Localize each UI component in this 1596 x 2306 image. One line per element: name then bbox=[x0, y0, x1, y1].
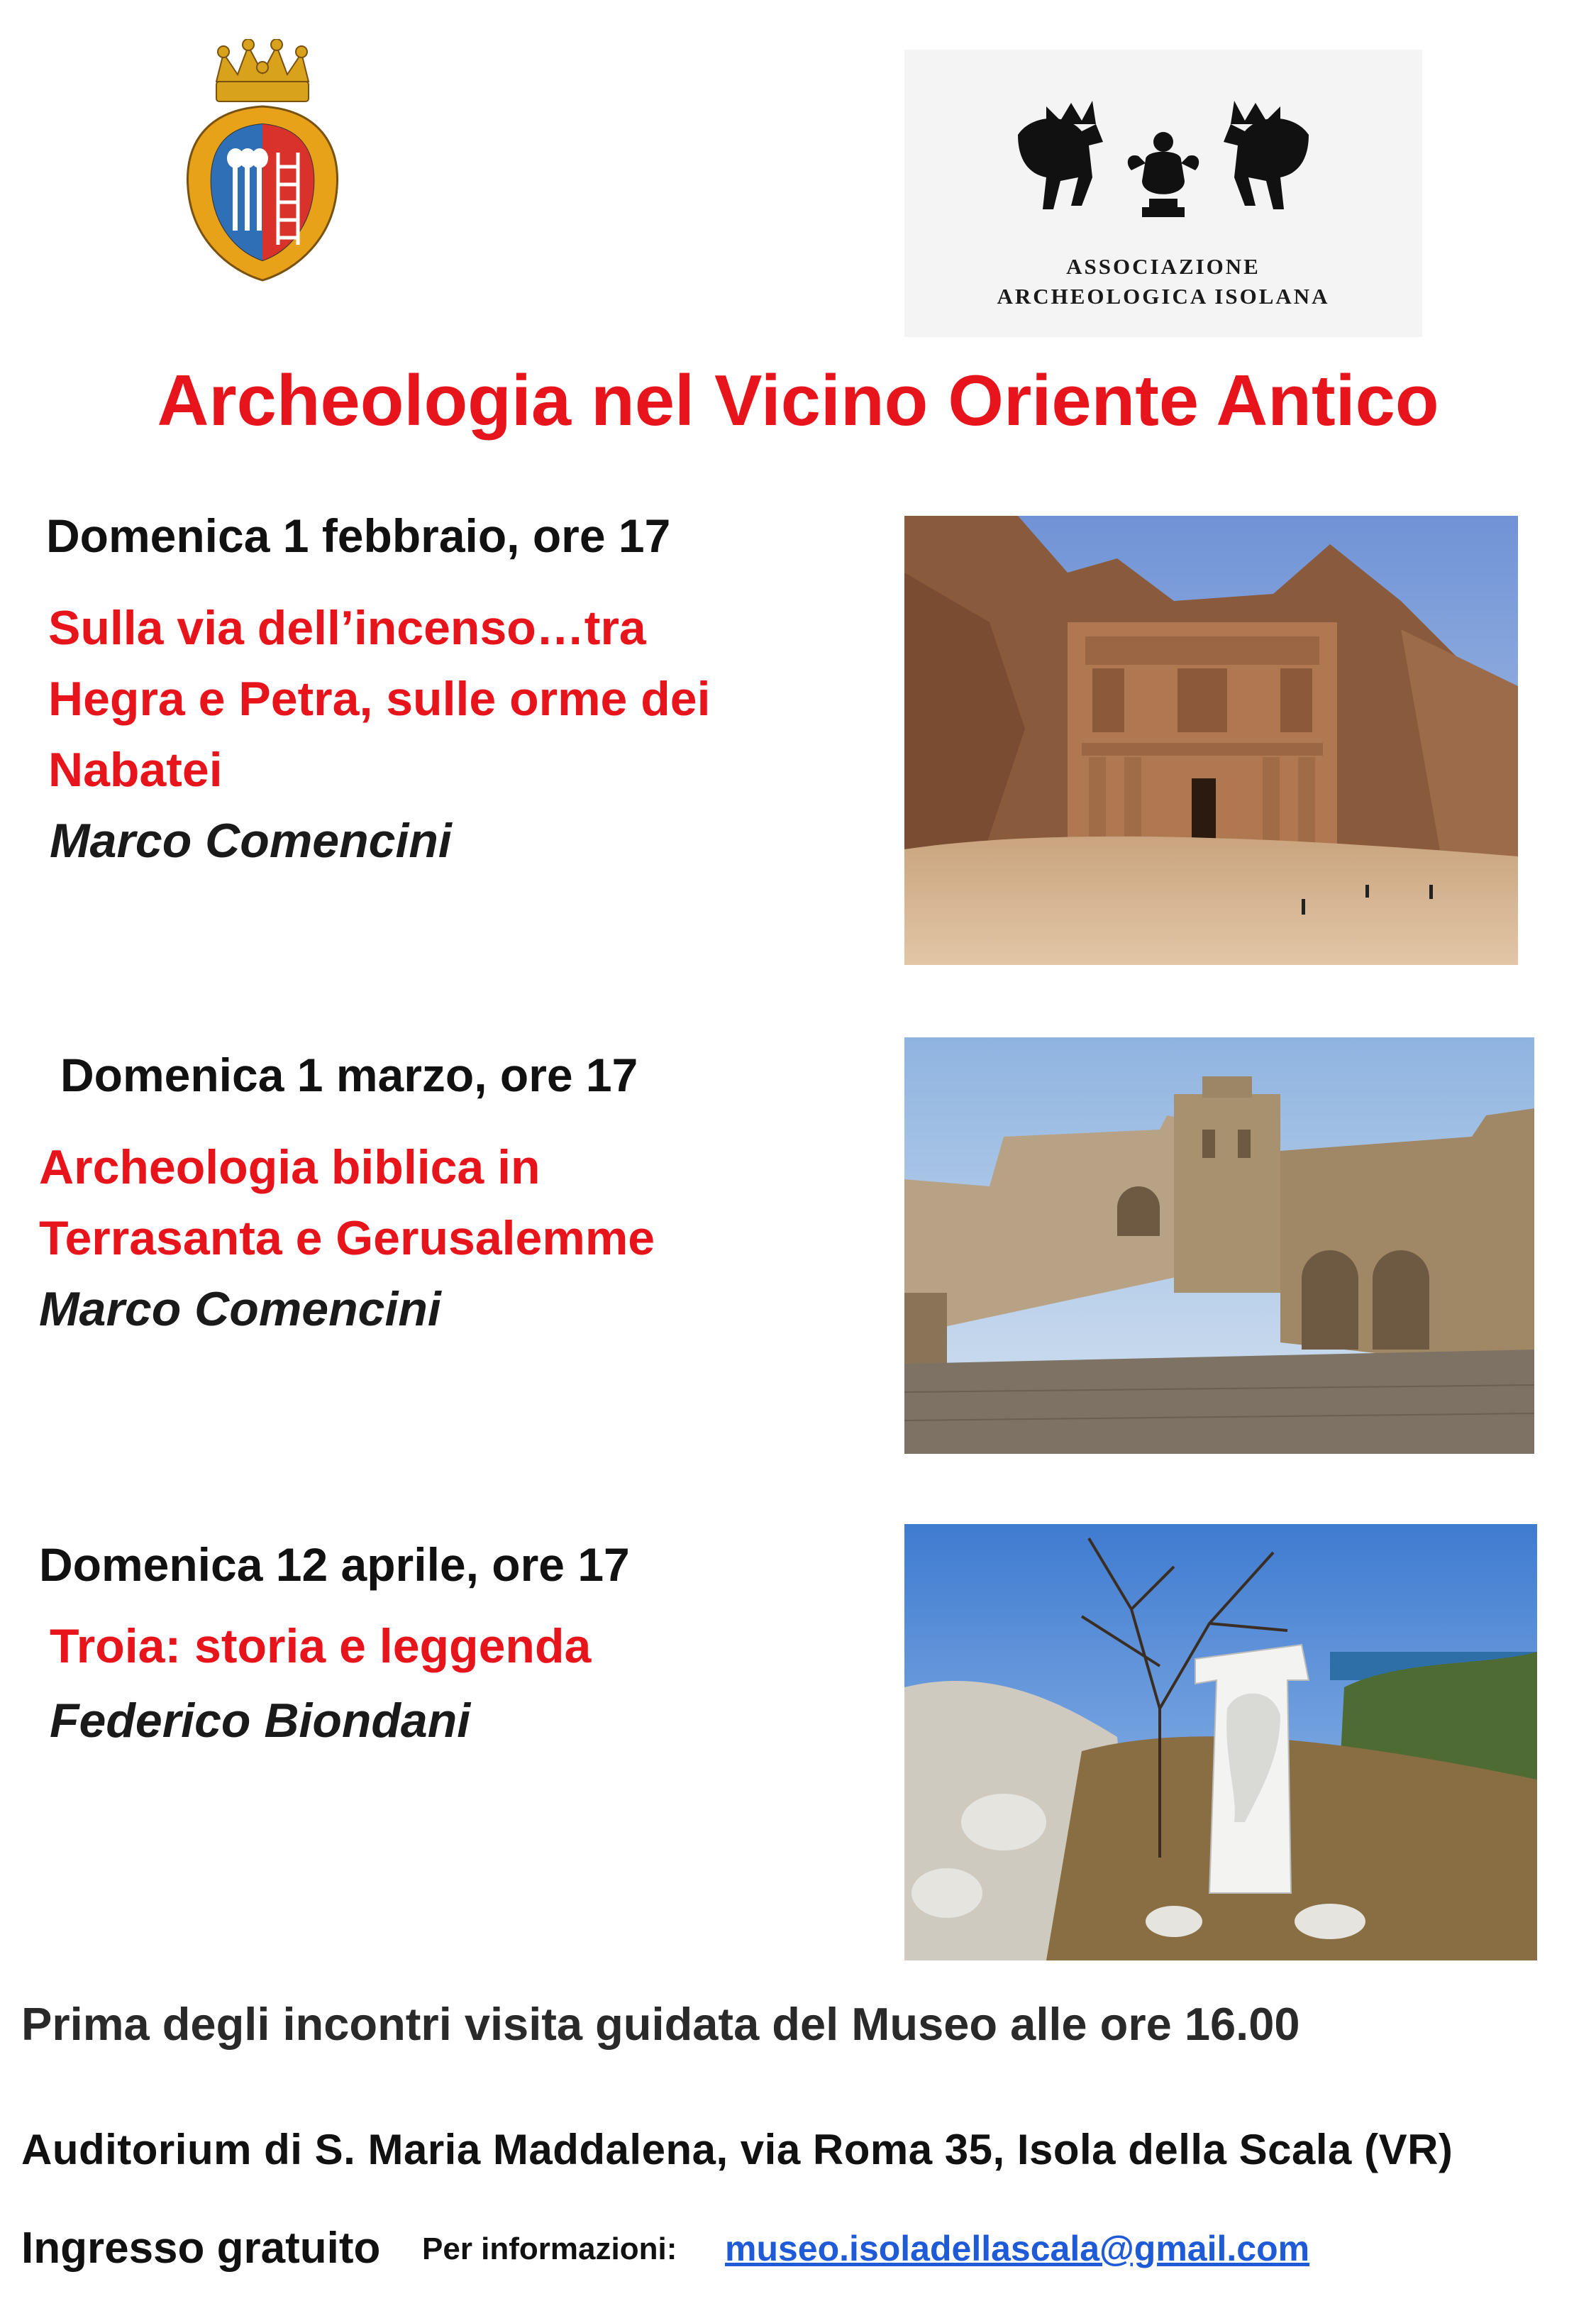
event-3-speaker: Federico Biondani bbox=[50, 1694, 471, 1748]
holy-sepulchre-photo bbox=[904, 1037, 1534, 1454]
municipal-crest-logo bbox=[177, 39, 348, 284]
event-3-topic-line: Troia: storia e leggenda bbox=[50, 1619, 592, 1673]
association-name bbox=[904, 252, 1422, 311]
info-label: Per informazioni: bbox=[422, 2231, 677, 2266]
event-3-topic bbox=[50, 1611, 591, 1682]
event-1-topic-line: Sulla via dell’incenso…tra bbox=[48, 601, 646, 655]
page-title: Archeologia nel Vicino Oriente Antico bbox=[157, 361, 1439, 441]
event-2-date: Domenica 1 marzo, ore 17 bbox=[60, 1049, 638, 1101]
free-entry-label: Ingresso gratuito bbox=[21, 2224, 381, 2273]
petra-monastery-photo bbox=[904, 516, 1518, 965]
contact-email-link[interactable]: museo.isoladellascala@gmail.com bbox=[725, 2229, 1310, 2268]
association-logo bbox=[904, 50, 1422, 337]
event-1-topic-line: Hegra e Petra, sulle orme dei bbox=[48, 672, 711, 726]
museum-visit-note: Prima degli incontri visita guidata del Museo alle ore 16.00 bbox=[21, 1998, 1300, 2050]
griffins-emblem-icon bbox=[1004, 92, 1323, 241]
venue-address: Auditorium di S. Maria Maddalena, via Roma 35, Isola della Scala (VR) bbox=[21, 2126, 1453, 2173]
event-2-speaker: Marco Comencini bbox=[39, 1282, 441, 1336]
association-name-line1: ASSOCIAZIONE bbox=[1066, 254, 1260, 279]
event-1-date: Domenica 1 febbraio, ore 17 bbox=[46, 509, 671, 562]
troy-monument-photo bbox=[904, 1524, 1537, 1960]
association-name-line2: ARCHEOLOGICA ISOLANA bbox=[997, 284, 1330, 309]
event-2-topic-line: Archeologia biblica in bbox=[39, 1140, 541, 1194]
event-1-speaker: Marco Comencini bbox=[50, 814, 452, 868]
event-2-topic bbox=[39, 1132, 655, 1274]
event-3-date: Domenica 12 aprile, ore 17 bbox=[39, 1538, 630, 1591]
event-2-topic-line: Terrasanta e Gerusalemme bbox=[39, 1211, 655, 1265]
event-1-topic bbox=[48, 592, 711, 805]
event-1-topic-line: Nabatei bbox=[48, 743, 223, 797]
